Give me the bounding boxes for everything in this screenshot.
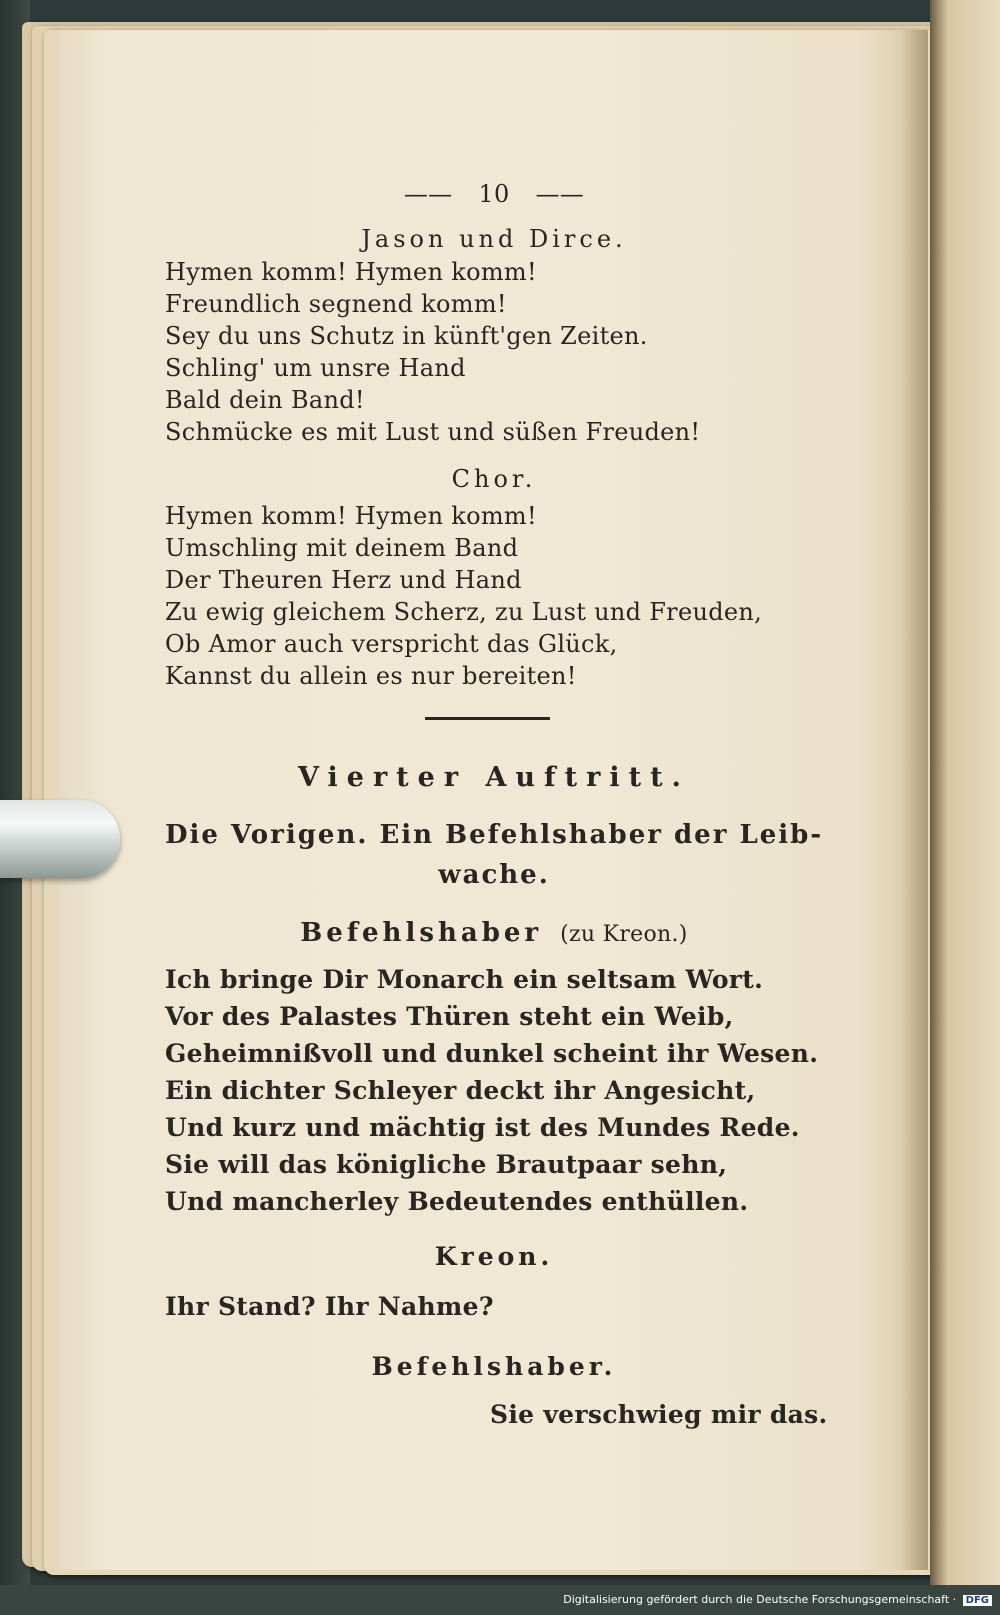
page-number-dash: ——	[535, 180, 585, 208]
cast-line: wache.	[438, 860, 550, 890]
page-number: 10	[478, 180, 510, 208]
page-number-dash: ——	[403, 180, 453, 208]
scene-title: Vierter Auftritt.	[298, 762, 690, 793]
duet-heading: Jason und Dirce.	[361, 225, 627, 253]
stage-direction: (zu Kreon.)	[560, 922, 688, 947]
verse-line: Ob Amor auch verspricht das Glück,	[165, 630, 618, 658]
page-clip	[0, 800, 120, 878]
verse-line: Ich bringe Dir Monarch ein seltsam Wort.	[165, 965, 764, 994]
verse-line: Sie verschwieg mir das.	[490, 1400, 828, 1429]
footer-credit: Digitalisierung gefördert durch die Deutsche Forschungsgemeinschaft · DFG	[563, 1593, 992, 1606]
verse-line: Der Theuren Herz und Hand	[165, 566, 522, 594]
verse-line: Kannst du allein es nur bereiten!	[165, 662, 577, 690]
facing-page-edge	[930, 0, 1000, 1615]
verse-line: Umschling mit deinem Band	[165, 534, 519, 562]
book-page	[60, 30, 928, 1570]
speaker-name: Befehlshaber.	[371, 1352, 617, 1381]
verse-line: Hymen komm! Hymen komm!	[165, 258, 537, 286]
verse-line: Sey du uns Schutz in künft'gen Zeiten.	[165, 322, 648, 350]
verse-line: Bald dein Band!	[165, 386, 365, 414]
verse-line: Zu ewig gleichem Scherz, zu Lust und Freuden,	[165, 598, 763, 626]
speaker-name: Kreon.	[434, 1242, 554, 1271]
section-divider	[425, 717, 550, 720]
page-number-line	[60, 180, 928, 208]
verse-line: Ihr Stand? Ihr Nahme?	[165, 1292, 494, 1321]
verse-line: Sie will das königliche Brautpaar sehn,	[165, 1150, 728, 1179]
verse-line: Freundlich segnend komm!	[165, 290, 507, 318]
verse-line: Hymen komm! Hymen komm!	[165, 502, 537, 530]
verse-line: Schmücke es mit Lust und süßen Freuden!	[165, 418, 701, 446]
cast-line: Die Vorigen. Ein Befehlshaber der Leib-	[165, 820, 824, 850]
verse-line: Vor des Palastes Thüren steht ein Weib,	[165, 1002, 734, 1031]
verse-line: Ein dichter Schleyer deckt ihr Angesicht,	[165, 1076, 756, 1105]
dfg-logo-icon: DFG	[963, 1595, 992, 1606]
speaker-name: Befehlshaber	[300, 918, 543, 948]
footer-credit-text: Digitalisierung gefördert durch die Deutsche Forschungsgemeinschaft	[563, 1593, 950, 1606]
verse-line: Schling' um unsre Hand	[165, 354, 466, 382]
page-text	[60, 30, 928, 1570]
verse-line: Und kurz und mächtig ist des Mundes Rede.	[165, 1113, 800, 1142]
verse-line: Geheimnißvoll und dunkel scheint ihr Wesen.	[165, 1039, 819, 1068]
verse-line: Und mancherley Bedeutendes enthüllen.	[165, 1187, 749, 1216]
chorus-heading: Chor.	[451, 465, 537, 493]
speaker-line	[60, 918, 928, 948]
